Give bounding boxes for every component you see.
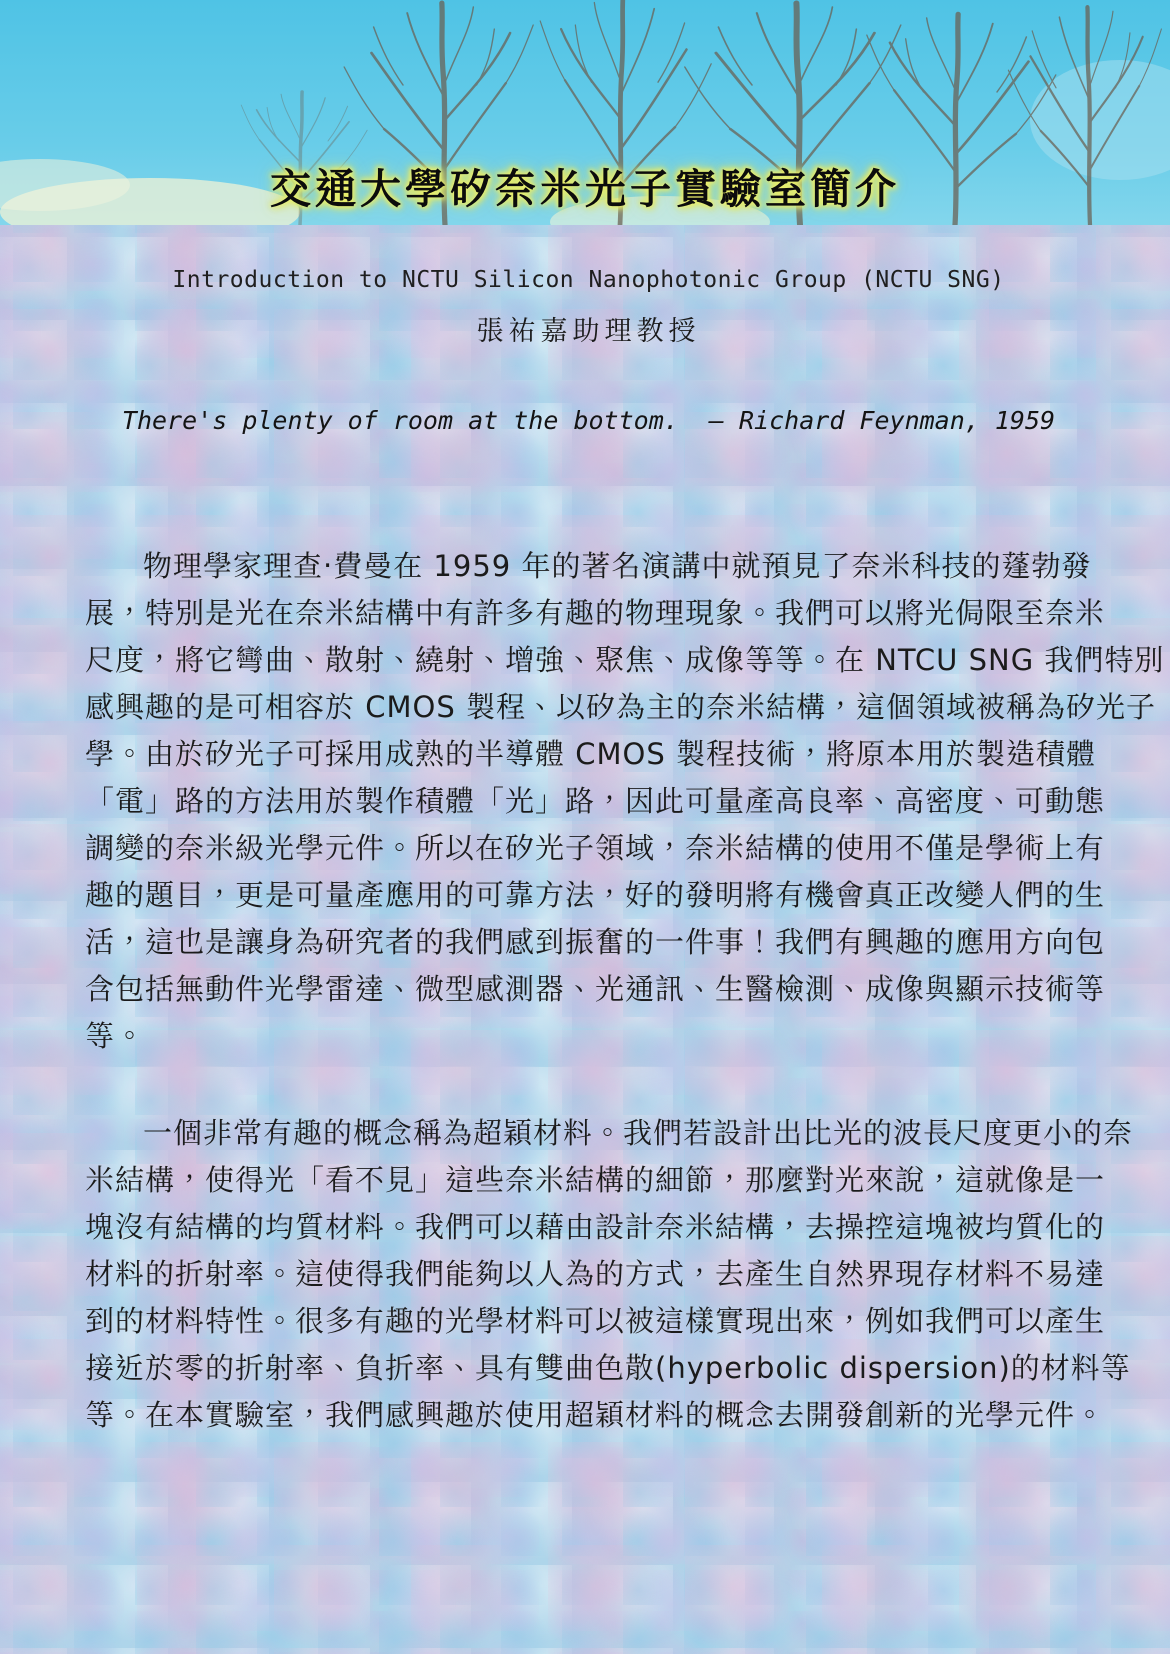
text-line: 等。在本實驗室，我們感興趣於使用超穎材料的概念去開發創新的光學元件。: [85, 1398, 1106, 1432]
text-line: 含包括無動件光學雷達、微型感測器、光通訊、生醫檢測、成像與顯示技術等: [85, 972, 1106, 1006]
text-line: 趣的題目，更是可量產應用的可靠方法，好的發明將有機會真正改變人們的生: [85, 878, 1106, 912]
text-line: 展，特別是光在奈米結構中有許多有趣的物理現象。我們可以將光侷限至奈米: [85, 596, 1106, 630]
paragraph: [85, 1110, 1134, 1439]
text-line: 等。: [85, 1019, 146, 1053]
header-photo: [0, 0, 1170, 225]
page-title: 交通大學矽奈米光子實驗室簡介: [270, 165, 900, 213]
text-line: 學。由於矽光子可採用成熟的半導體 CMOS 製程技術，將原本用於製造積體: [85, 737, 1096, 771]
author-line: 張祐嘉助理教授: [476, 316, 701, 347]
paragraph: [85, 543, 1165, 1060]
text-line: 尺度，將它彎曲、散射、繞射、增強、聚焦、成像等等。在 NTCU SNG 我們特別: [85, 643, 1165, 677]
text-line: 材料的折射率。這使得我們能夠以人為的方式，去產生自然界現存材料不易達: [85, 1257, 1106, 1291]
document-body: [0, 267, 1170, 1439]
text-line: 到的材料特性。很多有趣的光學材料可以被這樣實現出來，例如我們可以產生: [85, 1304, 1106, 1338]
subtitle-english: Introduction to NCTU Silicon Nanophotonic Group (NCTU SNG): [172, 267, 1005, 293]
text-line: 物理學家理查‧費曼在 1959 年的著名演講中就預見了奈米科技的蓬勃發: [143, 549, 1092, 583]
text-line: 米結構，使得光「看不見」這些奈米結構的細節，那麼對光來說，這就像是一: [85, 1163, 1106, 1197]
text-line: 塊沒有結構的均質材料。我們可以藉由設計奈米結構，去操控這塊被均質化的: [85, 1210, 1106, 1244]
text-line: 接近於零的折射率、負折率、具有雙曲色散(hyperbolic dispersion)的材料等: [85, 1351, 1131, 1385]
feynman-quote: There's plenty of room at the bottom. – Richard Feynman, 1959: [121, 406, 1056, 435]
text-line: 感興趣的是可相容於 CMOS 製程、以矽為主的奈米結構，這個領域被稱為矽光子: [85, 690, 1156, 724]
text-line: 活，這也是讓身為研究者的我們感到振奮的一件事！我們有興趣的應用方向包: [85, 925, 1106, 959]
text-line: 調變的奈米級光學元件。所以在矽光子領域，奈米結構的使用不僅是學術上有: [85, 831, 1106, 865]
text-line: 一個非常有趣的概念稱為超穎材料。我們若設計出比光的波長尺度更小的奈: [143, 1116, 1134, 1150]
text-line: 「電」路的方法用於製作積體「光」路，因此可量產高良率、高密度、可動態: [85, 784, 1106, 818]
body-paragraphs: [85, 543, 1165, 1439]
